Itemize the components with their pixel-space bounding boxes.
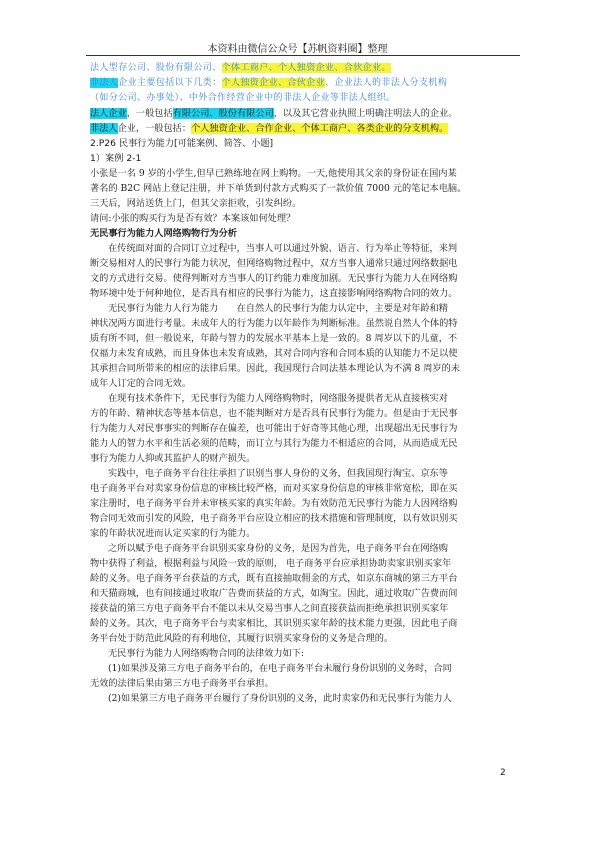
page-number: 2: [500, 768, 506, 778]
body-line: 在现有技术条件下，无民事行为能力人网络购物时，网络服务提供者无从直接核实对: [108, 393, 448, 404]
body-line: 文的方式进行交易。使得判断对方当事人的订约能力难度加剧。无民事行为能力人在网络购: [90, 273, 458, 284]
faded-highlight-cyan: 非法人: [90, 78, 119, 88]
body-line: 行为能力人对民事事实的判断存在偏差，也可能出于好奇等其他心理，出现超出无民事行为: [90, 423, 458, 434]
header-rule: [86, 55, 520, 56]
faded-text: 企业主要包括以下几类：: [118, 78, 222, 88]
case-text: [90, 166, 512, 226]
plain-text: 企业，一般包括：: [117, 123, 192, 134]
case-line: 三天后，网站送货上门，但其父亲拒收，引发纠纷。: [90, 198, 302, 209]
highlight-cyan: 有限公司、股份有限公司: [172, 108, 274, 119]
body-line: 无民事行为能力人行为能力 在自然人的民事行为能力认定中，主要是对年龄和精: [108, 303, 448, 314]
body-line: 和天猫商城，也有间接通过收取广告费而获益的方式，如淘宝。因此，通过收取广告费而间: [90, 588, 458, 599]
faded-text: 法人型存公司、股份有限公司、: [90, 63, 222, 73]
body-line: 物环境中处于何种地位，是否具有相应的民事行为能力，这直接影响网络购物合同的效力。: [90, 288, 458, 299]
body-line: 成年人订定的合同无效。: [90, 378, 192, 389]
body-line: 能力人的智力水平和生活必须的范畴，而订立与其行为能力不相适应的合同，从而造成无民: [90, 438, 458, 449]
faded-line-3: （如分公司、办事处）、中外合作经营企业中的非法人企业等非法人组织。: [90, 93, 396, 103]
document-body: [90, 61, 512, 706]
body-line: 物合同无效而引发的风险，电子商务平台应设立相应的技术措施和管理制度，以有效识别买: [90, 513, 458, 524]
body-line: 无民事行为能力人网络购物合同的法律效力如下:: [108, 648, 305, 659]
body-line: (1)如果涉及第三方电子商务平台的，在电子商务平台未履行身份识别的义务时，合同: [108, 663, 452, 674]
body-line: 神状况两方面进行考量。未成年人的行为能力以年龄作为判断标准。虽然说自然人个体的特: [90, 318, 458, 329]
body-line: 实践中，电子商务平台往往承担了识别当事人身份的义务，但我国现行淘宝、京东等: [108, 468, 448, 479]
highlight-cyan: 法人企业: [90, 108, 127, 119]
body-line: 无效的法律后果由第三方电子商务平台承担。: [90, 678, 274, 689]
body-line: 质有所不同，但一般说来，年龄与智力的发展水平基本上是一致的。8 周岁以下的儿童，不: [90, 333, 458, 344]
case-line: 著名的 B2C 网站上登记注册，并下单货到付款方式购买了一款价值 7000 元的笔记本电脑。: [90, 183, 467, 194]
body-line: 之所以赋予电子商务平台识别买家身份的义务，是因为首先，电子商务平台在网络购: [108, 543, 448, 554]
legal-person-paragraph: [90, 106, 512, 121]
body-line: 家的年龄状况进而认定买家的行为能力。: [90, 528, 256, 539]
faded-line-1: [90, 61, 512, 76]
highlight-cyan: 非法人: [90, 123, 118, 134]
analysis-title: 无民事行为能力人网络购物行为分析: [90, 228, 237, 239]
plain-text: ，以及其它营业执照上明确注明法人的企业。: [273, 108, 458, 119]
non-legal-person-paragraph: [90, 121, 512, 136]
plain-text: ，一般包括: [126, 108, 173, 119]
body-line: 事行为能力人抑或其监护人的财产损失。: [90, 453, 256, 464]
body-line: 仅福力未发育成熟，而且身体也未发育成熟，其对合同内容和合同本质的认知能力不足以使: [90, 348, 458, 359]
body-line: 物中获得了利益，根据利益与风险一致的原则， 电子商务平台应承担协助卖家识别买家年: [90, 558, 452, 569]
body-line: 龄的义务。电子商务平台获益的方式，既有直接抽取佣金的方式，如京东商城的第三方平台: [90, 573, 458, 584]
faded-highlight-yellow: 个体工商户、个人独资企业、合伙企业。: [221, 63, 391, 73]
body-line: 其承担合同所带来的相应的法律后果。因此，我国现行合同法基本理论认为不满 8 周岁的未: [90, 363, 460, 374]
faded-line-2: [90, 76, 512, 91]
page-header: 本资料由微信公众号【苏帆资料圈】整理: [207, 44, 388, 55]
case-title: 1）案例 2-1: [90, 153, 142, 164]
case-line: 请问:小张的购买行为是否有效？本案该如何处理？: [90, 213, 296, 224]
body-line: 方的年龄、精神状态等基本信息，也不能判断对方是否具有民事行为能力。但是由于无民事: [90, 408, 458, 419]
body-line: (2)如果第三方电子商务平台履行了身份识别的义务，此时卖家仍和无民事行为能力人: [108, 693, 452, 704]
highlight-yellow: 个人独资企业、合作企业、个体工商户、各类企业的分支机构。: [191, 123, 449, 134]
body-line: 家注册时，电子商务平台并未审核买家的真实年龄。为有效防范无民事行为能力人因网络购: [90, 498, 458, 509]
body-line: 龄的义务。其次，电子商务平台与卖家相比，其识别买家年龄的技术能力更强，因此电子商: [90, 618, 458, 629]
body-line: 务平台处于防范此风险的有利地位，其履行识别买家身份的义务是合理的。: [90, 633, 394, 644]
faded-text: 、企业法人的非法人分支机构: [325, 78, 448, 88]
body-line: 接获益的第三方电子商务平台不能以未从交易当事人之间直接获益而拒绝承担识别买家年: [90, 603, 449, 614]
section-title: 2.P26 民事行为能力[可能案例、简答、小题]: [90, 138, 274, 149]
body-line: 电子商务平台对卖家身份信息的审核比较严格，而对买家身份信息的审核非常宽松，即在买: [90, 483, 458, 494]
body-line: 断交易相对人的民事行为能力状况，但网络购物过程中，双方当事人通常只通过网络数据电: [90, 258, 458, 269]
case-line: 小张是一名 9 岁的小学生,但早已熟练地在网上购物。一天,他使用其父亲的身份证在国内某: [90, 168, 457, 179]
faded-highlight-yellow: 个人独资企业、合伙企业: [221, 78, 326, 88]
analysis-body: [90, 241, 512, 706]
body-line: 在传统面对面的合同订立过程中，当事人可以通过外貌、语言、行为举止等特征，来判: [108, 243, 458, 254]
